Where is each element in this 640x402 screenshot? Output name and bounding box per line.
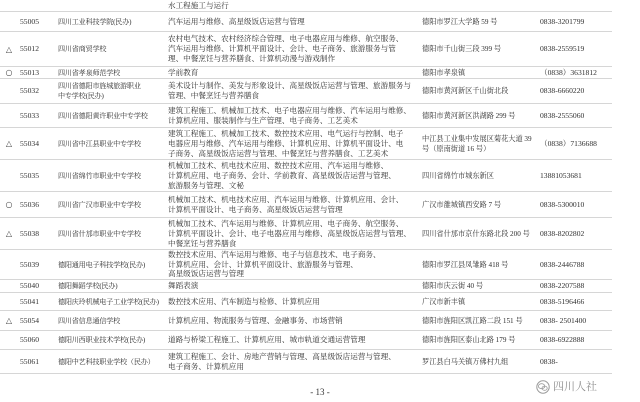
triangle-marker-icon: △ [5, 44, 13, 54]
school-address-line: 德阳市庆云街 40 号 [422, 282, 484, 290]
majors-list [168, 32, 420, 66]
school-code-text: 55012 [20, 44, 39, 53]
table-row [0, 160, 612, 192]
school-name [58, 32, 166, 66]
majors-list-line: 建筑工程施工、机械加工技术、数控技术应用、电气运行与控制、电子 [168, 128, 404, 138]
school-address [422, 12, 538, 31]
school-phone-text: （0838）7136688 [540, 138, 597, 148]
majors-list [168, 0, 420, 11]
majors-list-line: 机械加工技术、机电技术应用、汽车运用与维修、计算机应用、会计、 [168, 194, 404, 204]
watermark [536, 378, 608, 396]
school-phone-text: 0838-2559519 [540, 44, 585, 53]
school-phone [540, 128, 610, 159]
majors-list-line: 管理、中餐烹饪与营养膳食 [168, 91, 260, 100]
school-code-text: 55060 [20, 335, 39, 344]
school-address-line: 德阳市孝泉镇 [422, 68, 466, 77]
school-phone [540, 104, 610, 127]
school-phone [540, 12, 610, 31]
school-phone-text: 0838-6660220 [540, 86, 585, 95]
school-name-line: 德阳川西职业技术学校(民办) [58, 336, 146, 344]
school-name-line: 中专学校(民办) [58, 92, 104, 100]
majors-list-line: 汽车运用与维修、高星级饭店运营与管理 [168, 16, 305, 26]
school-address-line: 广汉市新丰镇 [422, 297, 466, 306]
school-code [20, 350, 56, 373]
school-code [20, 12, 56, 31]
table-row [0, 280, 612, 293]
school-code-text: 55036 [20, 199, 39, 209]
school-name-line: 德阳中艺科技职业学校（民办） [58, 357, 155, 366]
school-name [58, 79, 166, 103]
school-phone-text: 0838-6922888 [540, 335, 585, 344]
majors-list [168, 331, 420, 349]
circle-marker-icon: ○ [5, 200, 13, 209]
majors-list [168, 12, 420, 31]
majors-list-line: 建筑工程施工、会计、房地产营销与管理、高星级饭店运营与管理、 [168, 351, 396, 361]
school-code-text: 55035 [20, 170, 39, 180]
majors-list [168, 350, 420, 373]
school-name [58, 218, 166, 249]
school-name [58, 104, 166, 127]
majors-list-line: 农村电气技术、农村经济综合管理、电子电器应用与维修、航空服务、 [168, 34, 404, 43]
majors-list [168, 104, 420, 127]
school-code-text: 55033 [20, 110, 39, 120]
majors-list-line: 数控技术应用、汽车制造与检修、计算机应用 [168, 296, 320, 306]
school-phone-text: 0838-2446788 [540, 259, 585, 269]
school-address [422, 250, 538, 279]
majors-list-line: 舞蹈表演 [168, 281, 199, 290]
majors-list-line: 数控技术应用、汽车运用与维修、电子与信息技术、电子商务、 [168, 250, 381, 259]
school-phone-text: 0838-5196466 [540, 296, 585, 306]
school-phone-text: 0838-5300010 [540, 199, 585, 209]
school-address-line: 德阳市罗江县凤雏路 418 号 [422, 260, 509, 269]
school-name-line: 四川省中江县职业中专学校 [58, 139, 141, 148]
triangle-marker-icon: △ [5, 139, 13, 148]
triangle-marker-icon: △ [5, 316, 13, 325]
school-address [422, 67, 538, 78]
table-row [0, 67, 612, 79]
school-code-text: 55032 [20, 86, 39, 95]
table-row [0, 331, 612, 350]
school-name [58, 280, 166, 292]
school-code [20, 331, 56, 349]
school-name-line: 四川省德阳黄许职业中专学校 [58, 111, 148, 120]
school-code-text: 55040 [20, 281, 39, 290]
school-code-text: 55038 [20, 228, 39, 238]
school-name-line: 四川省信息通信学校 [58, 316, 121, 325]
majors-list-line: 计算机应用、会计、计算机平面设计、旅游服务与管理、 [168, 259, 358, 269]
school-code [20, 218, 56, 249]
school-name-line: 四川工业科技学院(民办) [58, 17, 132, 26]
school-phone [540, 160, 610, 191]
school-phone-text: 0838-8202802 [540, 228, 585, 238]
majors-list-line: 中餐烹饪与营养膳食 [168, 238, 237, 248]
majors-list-line: 计算机应用、电子商务、会计、学前教育、高星级饭店运营与管理、 [168, 170, 396, 180]
school-phone [540, 250, 610, 279]
school-address [422, 79, 538, 103]
school-name-line: 德阳通用电子科技学校(民办) [58, 260, 146, 269]
school-phone [540, 311, 610, 330]
majors-list [168, 67, 420, 78]
school-address-line: 德阳市旌阳区泰山北路 179 号 [422, 336, 516, 344]
school-name [58, 12, 166, 31]
majors-list-line: 计算机平面设计、电子商务、高星级饭店运营与管理 [168, 204, 343, 214]
school-code [20, 250, 56, 279]
page-number: - 13 - [310, 387, 330, 397]
school-address-line: 德阳市千山街三段 399 号 [422, 45, 502, 53]
school-phone [540, 32, 610, 66]
school-name [58, 160, 166, 191]
school-code [20, 104, 56, 127]
school-phone-text: 0838- [540, 356, 558, 366]
table-row [0, 218, 612, 250]
school-name [58, 250, 166, 279]
school-phone-text: 0838-2555060 [540, 110, 585, 120]
school-address-line: 德阳市罗江大学路 59 号 [422, 17, 498, 26]
majors-list [168, 79, 420, 103]
majors-list-line: 计算机应用、服装制作与生产管理、电子商务、工艺美术 [168, 115, 358, 125]
majors-list-line: 建筑工程施工、机械加工技术、电子电器应用与维修、汽车运用与维修、 [168, 105, 411, 115]
majors-list [168, 293, 420, 310]
school-code [20, 160, 56, 191]
school-name [58, 350, 166, 373]
school-address [422, 280, 538, 292]
majors-list-line: 水工程施工与运行 [168, 0, 229, 10]
school-phone [540, 293, 610, 310]
majors-list-line: 子商务、高星级饭店运营与管理、中餐烹饪与营养膳食、工艺美术 [168, 148, 389, 158]
school-code-text: 55013 [20, 67, 39, 77]
school-phone [540, 331, 610, 349]
school-phone-text: （0838）3631812 [540, 67, 597, 77]
majors-list-line: 理、中餐烹饪与营养膳食、计算机动漫与游戏制作 [168, 54, 336, 63]
school-address [422, 311, 538, 330]
school-name-line: 四川省德阳市旌城旅游职业 [58, 82, 141, 90]
majors-list [168, 192, 420, 217]
school-phone [540, 280, 610, 292]
school-address [422, 350, 538, 373]
majors-list-line: 汽车运用与维修、计算机平面设计、会计、电子商务、旅游服务与管 [168, 44, 396, 53]
majors-list-line: 电子商务、计算机应用 [168, 361, 244, 371]
school-phone-text: 0838- 2501400 [540, 315, 587, 325]
majors-list-line: 旅游服务与管理、文秘 [168, 180, 244, 190]
majors-list [168, 160, 420, 191]
school-address-line: 中江县工业集中发展区菊花大道 39 [422, 134, 532, 143]
school-address [422, 104, 538, 127]
watermark-text: 四川人社 [553, 380, 597, 393]
table-row [0, 79, 612, 104]
school-code-text: 55054 [20, 315, 39, 325]
majors-list [168, 311, 420, 330]
school-code [20, 192, 56, 217]
school-code [20, 128, 56, 159]
school-code-text: 55005 [20, 16, 39, 26]
school-address-line: 德阳市旌阳区凯江路二段 151 号 [422, 316, 523, 325]
table-row [0, 350, 612, 374]
school-address-line: 四川省绵竹市城东新区 [422, 171, 494, 180]
school-phone [540, 218, 610, 249]
school-address [422, 128, 538, 159]
table-row [0, 192, 612, 218]
school-name [58, 192, 166, 217]
triangle-marker-icon: △ [5, 229, 13, 238]
school-name-line: 德阳庆玲机械电子工业学校(民办) [58, 297, 159, 306]
table-row [0, 12, 612, 32]
majors-list-line: 机械加工技术、汽车运用与维修、计算机应用、电子商务、航空服务、 [168, 218, 404, 228]
school-code-text: 55061 [20, 356, 39, 366]
school-name-line: 四川省绵竹市职业中专学校 [58, 171, 141, 180]
school-code [20, 280, 56, 292]
majors-list-line: 电器应用与维修、汽车运用与维修、计算机应用、计算机平面设计、电 [168, 138, 404, 148]
school-name-line: 四川省什邡市职业中专学校 [58, 229, 141, 238]
school-name [58, 128, 166, 159]
table-row [0, 293, 612, 311]
school-address [422, 32, 538, 66]
majors-list-line: 计算机应用、物流服务与管理、金融事务、市场营销 [168, 315, 343, 325]
wechat-logo-icon [536, 380, 550, 394]
school-address-line: 德阳市黄河新区洪湖路 299 号 [422, 111, 516, 120]
majors-list-line: 高星级饭店运营与管理 [168, 269, 244, 279]
school-code-text: 55041 [20, 296, 39, 306]
table-row-continuation [0, 0, 612, 12]
school-phone-text: 0838-3201799 [540, 16, 585, 26]
table-row [0, 104, 612, 128]
school-code [20, 79, 56, 103]
school-address [422, 160, 538, 191]
school-address-line: 号（原南街道 16 号） [422, 144, 491, 153]
school-code [20, 32, 56, 66]
school-code [20, 311, 56, 330]
majors-list [168, 128, 420, 159]
school-phone [540, 192, 610, 217]
school-name [58, 331, 166, 349]
school-name-line: 德阳舞蹈学校(民办) [58, 282, 118, 290]
majors-list [168, 218, 420, 249]
school-address [422, 331, 538, 349]
majors-list [168, 280, 420, 292]
school-address-line: 四川省什邡市京什东路北段 200 号 [422, 229, 530, 238]
school-name-line: 四川省孝泉师范学校 [58, 68, 121, 77]
school-name [58, 67, 166, 78]
school-phone-text: 0838-2207588 [540, 281, 585, 290]
majors-list [168, 250, 420, 279]
school-phone-text: 13881053681 [540, 170, 582, 180]
school-address-line: 德阳市黄河新区千山街北段 [422, 87, 509, 95]
school-address [422, 218, 538, 249]
school-phone [540, 67, 610, 78]
table-row [0, 32, 612, 67]
school-name-line: 四川省商贸学校 [58, 45, 107, 53]
school-name [58, 311, 166, 330]
school-address [422, 293, 538, 310]
majors-list-line: 美术设计与制作、美发与形象设计、高星级饭店运营与管理、旅游服务与 [168, 81, 411, 90]
table-row [0, 250, 612, 280]
school-code-text: 55034 [20, 138, 39, 148]
school-phone [540, 350, 610, 373]
table-row [0, 128, 612, 160]
school-phone [540, 79, 610, 103]
table-row [0, 311, 612, 331]
school-address-line: 广汉市雒城镇西安路 7 号 [422, 200, 502, 209]
school-address-line: 罗江县白马关镇万佛村九组 [422, 357, 509, 366]
school-address [422, 192, 538, 217]
majors-list-line: 计算机平面设计、会计、电子电器应用与维修、高星级饭店运营与管理、 [168, 228, 411, 238]
school-code [20, 67, 56, 78]
majors-list-line: 学前教育 [168, 67, 199, 77]
majors-list-line: 道路与桥梁工程施工、计算机应用、城市轨道交通运营管理 [168, 335, 366, 344]
circle-marker-icon: ○ [5, 68, 13, 77]
majors-list-line: 机械加工技术、机电技术应用、数控技术应用、汽车运用与维修、 [168, 160, 389, 170]
school-name [58, 293, 166, 310]
school-code-text: 55039 [20, 259, 39, 269]
school-code [20, 293, 56, 310]
school-name-line: 四川省广汉市职业中专学校 [58, 200, 141, 209]
